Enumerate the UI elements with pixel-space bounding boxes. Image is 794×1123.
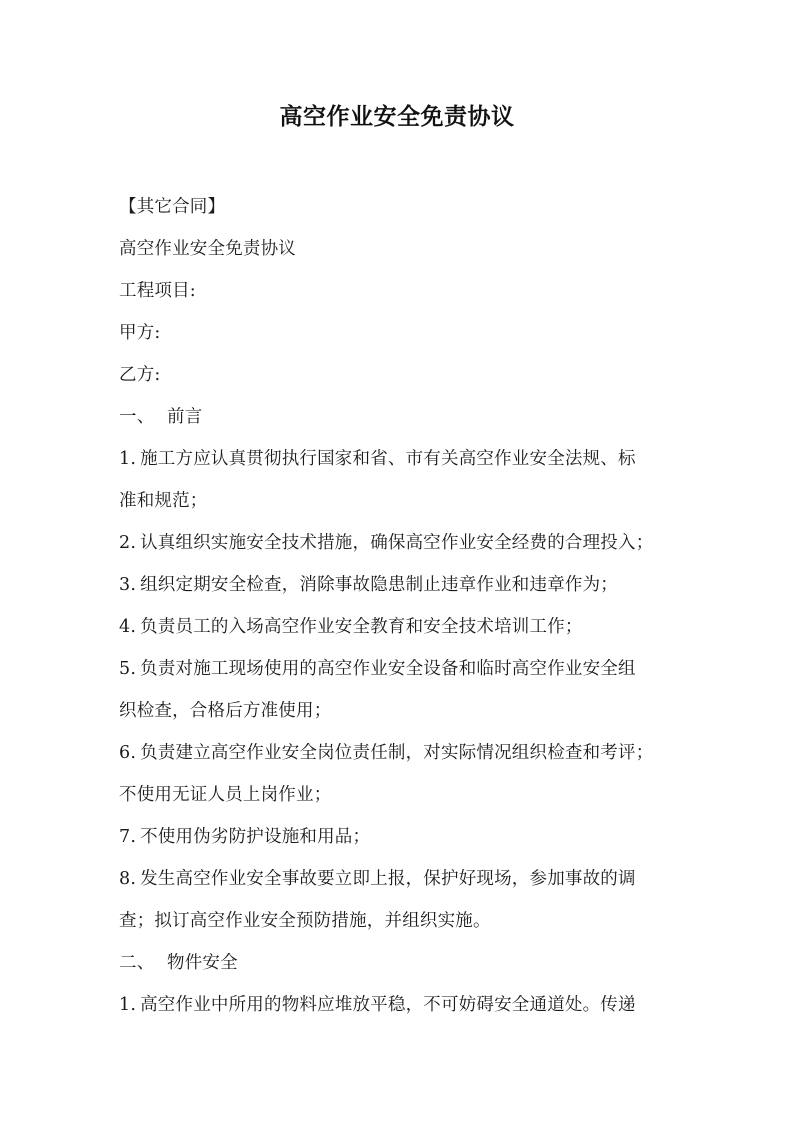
list-item xyxy=(119,438,679,480)
document-body xyxy=(119,186,679,1026)
list-item-continuation: 不使用无证人员上岗作业； xyxy=(119,785,332,805)
item-number: 5. xyxy=(119,659,137,679)
item-text: 负责建立高空作业安全岗位责任制，对实际情况组织检查和考评； xyxy=(140,743,654,763)
item-number: 6. xyxy=(119,743,137,763)
item-text: 负责员工的入场高空作业安全教育和安全技术培训工作； xyxy=(140,617,583,637)
field-party-a: 甲方: xyxy=(119,323,161,343)
item-number: 2. xyxy=(119,533,137,553)
list-item xyxy=(119,858,679,900)
item-number: 1. xyxy=(119,449,137,469)
section-heading-preface xyxy=(119,396,679,438)
item-text: 不使用伪劣防护设施和用品； xyxy=(140,827,371,847)
section-heading-object-safety xyxy=(119,942,679,984)
section-title: 物件安全 xyxy=(167,953,238,973)
list-item xyxy=(119,732,679,774)
list-item-continuation: 查；拟订高空作业安全预防措施，并组织实施。 xyxy=(119,911,491,931)
document-subtitle: 高空作业安全免责协议 xyxy=(119,239,296,259)
list-item xyxy=(119,522,679,564)
item-text: 认真组织实施安全技术措施，确保高空作业安全经费的合理投入； xyxy=(140,533,654,553)
section-number: 二、 xyxy=(119,953,155,973)
category-tag: 【其它合同】 xyxy=(119,197,226,217)
list-item xyxy=(119,984,679,1026)
item-text: 施工方应认真贯彻执行国家和省、市有关高空作业安全法规、标 xyxy=(140,449,636,469)
item-number: 7. xyxy=(119,827,137,847)
item-text: 负责对施工现场使用的高空作业安全设备和临时高空作业安全组 xyxy=(140,659,636,679)
list-item xyxy=(119,564,679,606)
field-project: 工程项目: xyxy=(119,281,196,301)
list-item-continuation: 准和规范； xyxy=(119,491,208,511)
item-number: 8. xyxy=(119,869,137,889)
list-item-continuation: 织检查，合格后方准使用； xyxy=(119,701,332,721)
list-item xyxy=(119,648,679,690)
item-number: 1. xyxy=(119,995,137,1015)
list-item xyxy=(119,606,679,648)
list-item xyxy=(119,816,679,858)
item-text: 高空作业中所用的物料应堆放平稳，不可妨碍安全通道处。传递 xyxy=(140,995,636,1015)
item-number: 4. xyxy=(119,617,137,637)
section-number: 一、 xyxy=(119,407,155,427)
section-title: 前言 xyxy=(167,407,203,427)
document-title: 高空作业安全免责协议 xyxy=(279,103,515,130)
item-number: 3. xyxy=(119,575,137,595)
item-text: 发生高空作业安全事故要立即上报，保护好现场，参加事故的调 xyxy=(140,869,636,889)
field-party-b: 乙方: xyxy=(119,365,161,385)
item-text: 组织定期安全检查，消除事故隐患制止违章作业和违章作为； xyxy=(140,575,619,595)
